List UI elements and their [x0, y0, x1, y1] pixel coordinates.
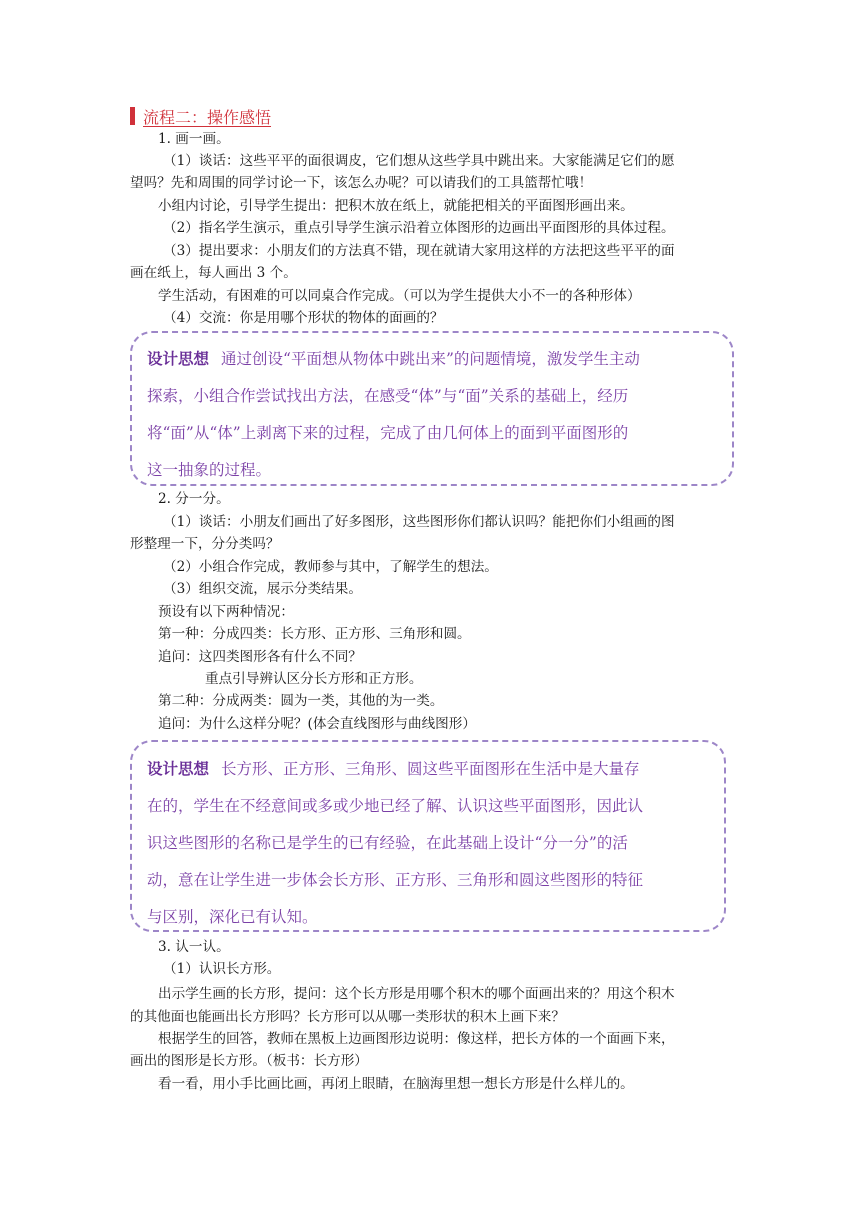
box2-line: 识这些图形的名称已是学生的已有经验，在此基础上设计“分一分”的活	[147, 834, 628, 852]
paragraph-line: 追问：为什么这样分呢？(体会直线图形与曲线图形）	[158, 716, 476, 732]
paragraph-line: 预设有以下两种情况：	[158, 604, 294, 620]
paragraph-line: 出示学生画的长方形，提问：这个长方形是用哪个积木的哪个面画出来的？用这个积木	[158, 986, 675, 1002]
heading-bar-icon	[130, 107, 135, 125]
box1-line: 这一抽象的过程。	[147, 461, 272, 479]
box1-line: 探索，小组合作尝试找出方法，在感受“体”与“面”关系的基础上，经历	[147, 387, 629, 405]
paragraph-line: 的其他面也能画出长方形吗？长方形可以从哪一类形状的积木上画下来？	[130, 1009, 565, 1025]
paragraph-line: （1）谈话：小朋友们画出了好多图形，这些图形你们都认识吗？能把你们小组画的图	[163, 514, 675, 530]
box2-line: 在的，学生在不经意间或多或少地已经了解、认识这些平面图形，因此认	[147, 797, 644, 815]
paragraph-line: 形整理一下，分分类吗？	[130, 536, 280, 552]
paragraph-line: 追问：这四类图形各有什么不同？	[158, 649, 362, 665]
paragraph-line: 小组内讨论，引导学生提出：把积木放在纸上，就能把相关的平面图形画出来。	[158, 198, 634, 214]
paragraph-line: （2）小组合作完成，教师参与其中，了解学生的想法。	[163, 559, 498, 575]
box2-line	[147, 750, 640, 788]
box2-line: 与区别，深化已有认知。	[147, 908, 318, 926]
s2-title: 2. 分一分。	[158, 491, 230, 507]
paragraph-line: 画在纸上，每人画出 3 个。	[130, 265, 297, 281]
design-idea-tag: 设计思想	[147, 350, 210, 368]
box2-text: 长方形、正方形、三角形、圆这些平面图形在生活中是大量存	[221, 760, 640, 778]
design-idea-tag: 设计思想	[147, 760, 210, 778]
box2-line: 动，意在让学生进一步体会长方形、正方形、三角形和圆这些图形的特征	[147, 871, 644, 889]
paragraph-line: （4）交流：你是用哪个形状的物体的面画的？	[163, 310, 444, 326]
paragraph-line: 根据学生的回答，教师在黑板上边画图形边说明：像这样，把长方体的一个面画下来，	[158, 1031, 675, 1047]
paragraph-line: （3）组织交流，展示分类结果。	[163, 581, 362, 597]
paragraph-line: 看一看，用小手比画比画，再闭上眼睛，在脑海里想一想长方形是什么样儿的。	[158, 1076, 634, 1092]
paragraph-line: （1）认识长方形。	[163, 961, 281, 977]
paragraph-line: 学生活动，有困难的可以同桌合作完成。（可以为学生提供大小不一的各种形体）	[158, 288, 641, 304]
box1-text: 通过创设“平面想从物体中跳出来”的问题情境，激发学生主动	[221, 350, 640, 368]
paragraph-line: 画出的图形是长方形。（板书：长方形）	[130, 1053, 368, 1069]
paragraph-line: 重点引导辨认区分长方形和正方形。	[205, 671, 423, 687]
paragraph-line: 望吗？先和周围的同学讨论一下，该怎么办呢？可以请我们的工具篮帮忙哦！	[130, 175, 593, 191]
box1-line	[147, 340, 640, 378]
s1-title: 1. 画一画。	[158, 131, 230, 147]
paragraph-line: （1）谈话：这些平平的面很调皮，它们想从这些学具中跳出来。大家能满足它们的愿	[163, 153, 675, 169]
paragraph-line: （2）指名学生演示，重点引导学生演示沿着立体图形的边画出平面图形的具体过程。	[163, 220, 675, 236]
paragraph-line: 第一种：分成四类：长方形、正方形、三角形和圆。	[158, 626, 471, 642]
box1-line: 将“面”从“体”上剥离下来的过程，完成了由几何体上的面到平面图形的	[147, 424, 629, 442]
s3-title: 3. 认一认。	[158, 939, 230, 955]
paragraph-line: 第二种：分成两类：圆为一类，其他的为一类。	[158, 693, 444, 709]
paragraph-line: （3）提出要求：小朋友们的方法真不错，现在就请大家用这样的方法把这些平平的面	[163, 243, 675, 259]
heading-text: 流程二：操作感悟	[143, 107, 272, 127]
section-heading	[130, 104, 271, 128]
